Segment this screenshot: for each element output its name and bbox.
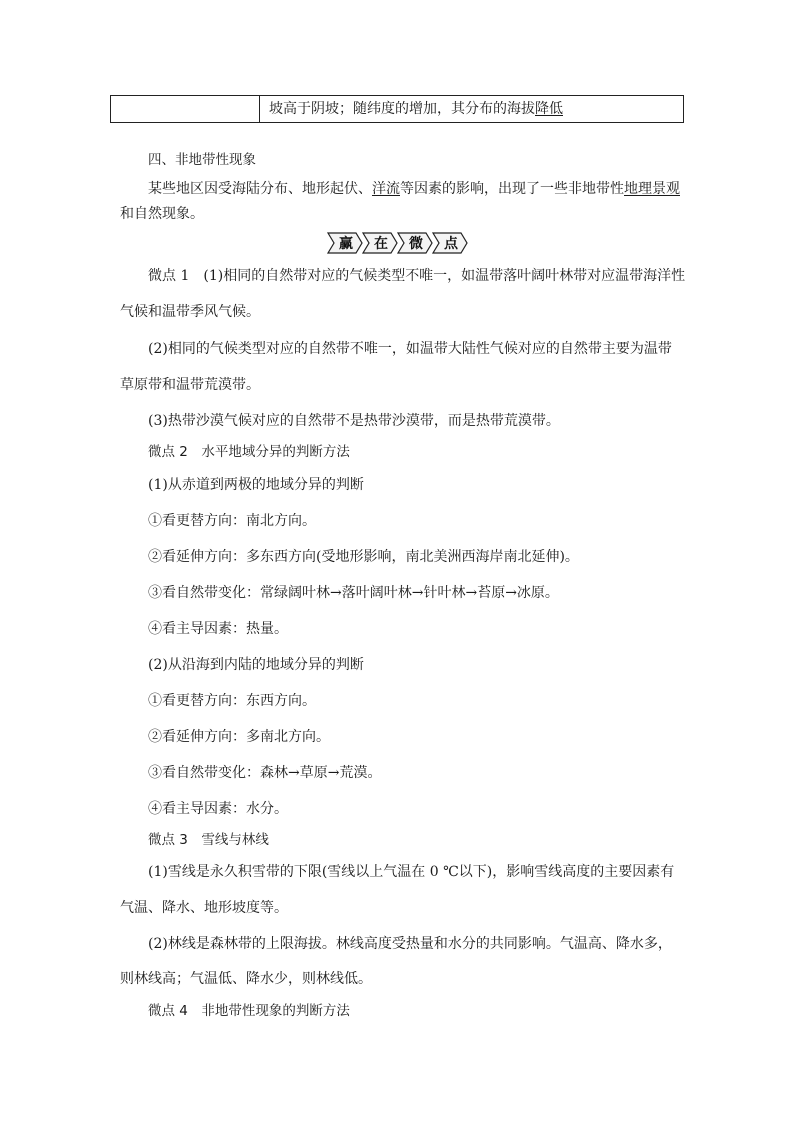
paragraph-line: 则林线高；气温低、降水少，则林线低。 <box>120 971 372 987</box>
paragraph-line: 气候和温带季风气候。 <box>120 304 260 320</box>
underlined-term-ocean-current: 洋流 <box>372 181 400 197</box>
paragraph-line: 和自然现象。 <box>120 206 204 222</box>
paragraph-line: (1)从赤道到两极的地域分异的判断 <box>148 477 364 493</box>
banner-char: 在 <box>374 236 388 252</box>
paragraph-line: (1)雪线是永久积雪带的下限(雪线以上气温在 0 ℃以下)，影响雪线高度的主要因素有 <box>148 864 675 880</box>
paragraph-text: 某些地区因受海陆分布、地形起伏、 <box>148 181 372 197</box>
underlined-term-landscape: 地理景观 <box>624 181 680 197</box>
list-item: ④看主导因素：水分。 <box>148 801 288 817</box>
paragraph-line: 气温、降水、地形坡度等。 <box>120 900 288 916</box>
paragraph-line <box>148 180 680 198</box>
paragraph-line: (2)从沿海到内陆的地域分异的判断 <box>148 657 364 673</box>
paragraph-line: (2)林线是森林带的上限海拔。林线高度受热量和水分的共同影响。气温高、降水多， <box>148 936 672 952</box>
paragraph-line: 草原带和温带荒漠带。 <box>120 377 260 393</box>
banner-char: 点 <box>444 236 458 252</box>
list-item: ②看延伸方向：多东西方向(受地形影响，南北美洲西海岸南北延伸)。 <box>148 549 579 565</box>
list-item: ①看更替方向：东西方向。 <box>148 693 316 709</box>
list-item: ①看更替方向：南北方向。 <box>148 513 316 529</box>
table-cell-text: 坡高于阴坡；随纬度的增加，其分布的海拔 <box>269 101 535 117</box>
micro-point-4-heading: 微点 4 非地带性现象的判断方法 <box>148 1003 350 1019</box>
table-cell-underlined-text: 降低 <box>535 101 563 117</box>
paragraph-text: 等因素的影响，出现了一些非地带性 <box>400 181 624 197</box>
paragraph-line: (2)相同的气候类型对应的自然带不唯一，如温带大陆性气候对应的自然带主要为温带 <box>148 341 672 357</box>
banner-char: 微 <box>409 236 423 252</box>
table-fragment <box>110 95 684 123</box>
list-item: ②看延伸方向：多南北方向。 <box>148 729 330 745</box>
section-banner <box>326 232 468 254</box>
micro-point-1-line: 微点 1 (1)相同的自然带对应的气候类型不唯一，如温带落叶阔叶林带对应温带海洋性 <box>148 268 686 284</box>
list-item: ③看自然带变化：常绿阔叶林→落叶阔叶林→针叶林→苔原→冰原。 <box>148 585 559 601</box>
table-cell <box>269 100 563 118</box>
micro-point-3-heading: 微点 3 雪线与林线 <box>148 832 269 848</box>
list-item: ③看自然带变化：森林→草原→荒漠。 <box>148 765 382 781</box>
micro-point-2-heading: 微点 2 水平地域分异的判断方法 <box>148 444 350 460</box>
paragraph-line: (3)热带沙漠气候对应的自然带不是热带沙漠带，而是热带荒漠带。 <box>148 413 560 429</box>
section-heading: 四、非地带性现象 <box>148 152 256 168</box>
table-column-divider <box>259 96 260 122</box>
list-item: ④看主导因素：热量。 <box>148 621 288 637</box>
banner-char: 赢 <box>339 236 353 252</box>
